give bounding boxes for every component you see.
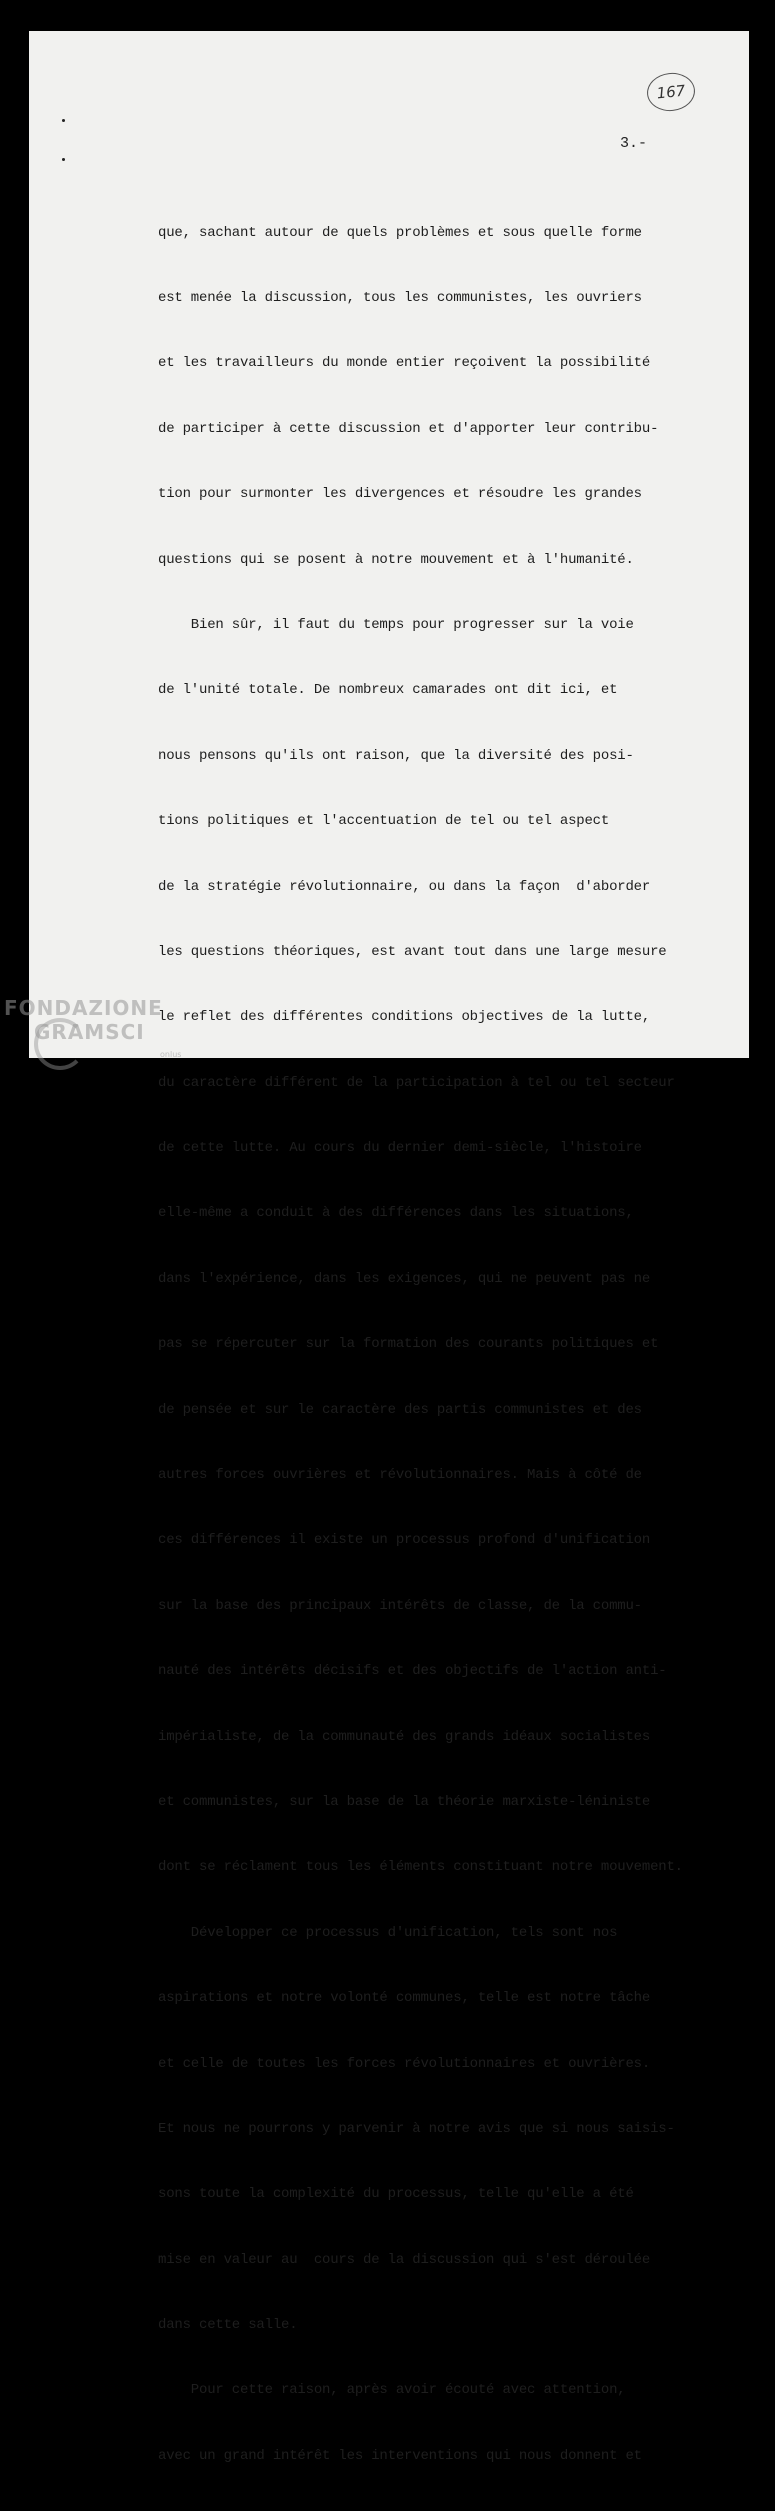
text-line: nous pensons qu'ils ont raison, que la diversité des posi-	[158, 747, 634, 764]
text-line: avec un grand intérêt les interventions qui nous donnent et	[158, 2447, 642, 2464]
text-line: du caractère différent de la participation à tel ou tel secteur	[158, 1074, 675, 1091]
text-line: ces différences il existe un processus profond d'unification	[158, 1532, 651, 1549]
text-line: le reflet des différentes conditions objectives de la lutte,	[158, 1009, 651, 1026]
text-line: sur la base des principaux intérêts de classe, de la commu-	[158, 1597, 642, 1614]
text-line: elle-même a conduit à des différences dans les situations,	[158, 1205, 634, 1222]
punch-mark-bottom	[62, 158, 65, 161]
archive-watermark	[4, 996, 182, 1059]
text-line: autres forces ouvrières et révolutionnaires. Mais à côté de	[158, 1467, 642, 1484]
watermark-line-1: FONDAZIONE	[4, 996, 163, 1020]
watermark-line-2: GRAMSCI	[34, 1020, 145, 1044]
text-line: aspirations et notre volonté communes, telle est notre tâche	[158, 1990, 651, 2007]
typed-text-body	[158, 179, 748, 2511]
page-number: 3.-	[620, 135, 648, 152]
text-line: impérialiste, de la communauté des grands idéaux socialistes	[158, 1728, 651, 1745]
text-line: de l'unité totale. De nombreux camarades ont dit ici, et	[158, 682, 618, 699]
text-line: tion pour surmonter les divergences et résoudre les grandes	[158, 486, 642, 503]
text-line: tions politiques et l'accentuation de tel ou tel aspect	[158, 813, 610, 830]
watermark-ring-icon	[34, 1018, 86, 1070]
text-line: pas se répercuter sur la formation des courants politiques et	[158, 1336, 659, 1353]
text-line: sons toute la complexité du processus, telle qu'elle a été	[158, 2186, 634, 2203]
text-line: et les travailleurs du monde entier reçoivent la possibilité	[158, 355, 651, 372]
text-line: dans l'expérience, dans les exigences, qui ne peuvent pas ne	[158, 1270, 651, 1287]
text-line: Et nous ne pourrons y parvenir à notre avis que si nous saisis-	[158, 2120, 675, 2137]
text-line: de cette lutte. Au cours du dernier demi-siècle, l'histoire	[158, 1140, 642, 1157]
watermark-line-3: onlus	[160, 1050, 182, 1059]
text-line: nauté des intérêts décisifs et des objectifs de l'action anti-	[158, 1663, 667, 1680]
text-line: et celle de toutes les forces révolutionnaires et ouvrières.	[158, 2055, 651, 2072]
text-line: Développer ce processus d'unification, tels sont nos	[158, 1924, 618, 1941]
text-line: Pour cette raison, après avoir écouté avec attention,	[158, 2382, 626, 2399]
text-line: de participer à cette discussion et d'apporter leur contribu-	[158, 420, 659, 437]
text-line: questions qui se posent à notre mouvement et à l'humanité.	[158, 551, 634, 568]
folio-stamp: 167	[645, 71, 697, 114]
text-line: et communistes, sur la base de la théorie marxiste-léniniste	[158, 1793, 651, 1810]
text-line: que, sachant autour de quels problèmes et sous quelle forme	[158, 224, 642, 241]
text-line: de pensée et sur le caractère des partis communistes et des	[158, 1401, 642, 1418]
text-line: les questions théoriques, est avant tout dans une large mesure	[158, 943, 667, 960]
document-page	[29, 31, 749, 2464]
punch-mark-top	[62, 119, 65, 122]
text-line: dont se réclament tous les éléments constituant notre mouvement.	[158, 1859, 683, 1876]
text-line: est menée la discussion, tous les communistes, les ouvriers	[158, 289, 642, 306]
text-line: Bien sûr, il faut du temps pour progresser sur la voie	[158, 616, 634, 633]
text-line: mise en valeur au cours de la discussion qui s'est déroulée	[158, 2251, 651, 2268]
text-line: dans cette salle.	[158, 2317, 298, 2334]
text-line: de la stratégie révolutionnaire, ou dans la façon d'aborder	[158, 878, 651, 895]
